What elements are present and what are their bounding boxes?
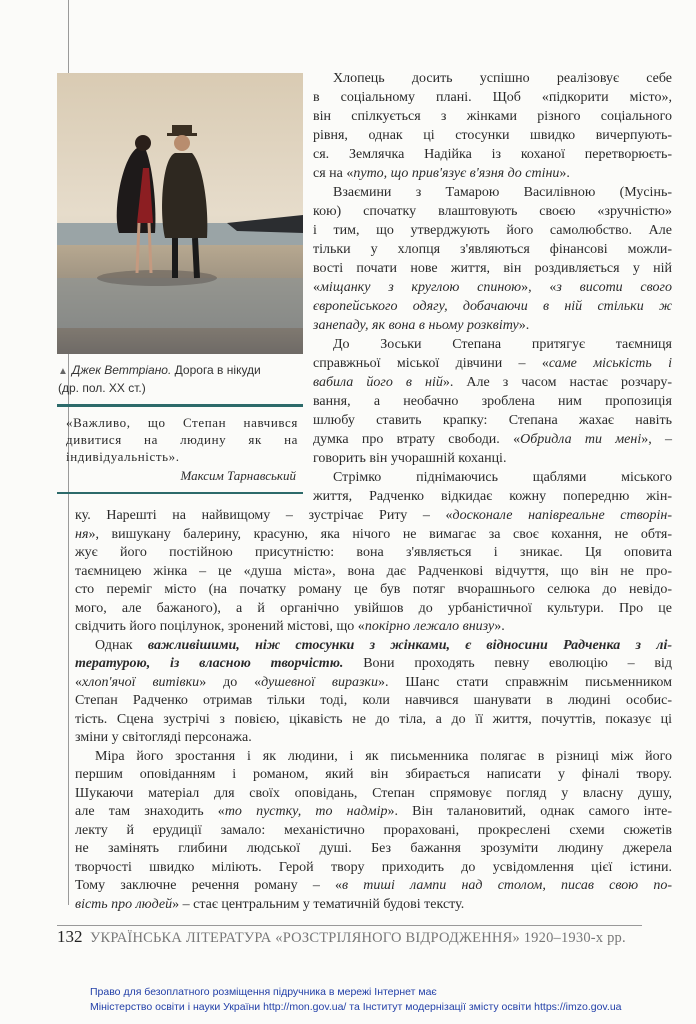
text-line bbox=[75, 674, 672, 693]
sidebar-quote-author: Максим Тарнавський bbox=[180, 468, 296, 483]
emphasis-text: душевної виразки bbox=[261, 674, 378, 690]
text-run: вання, а необачно зроблена ним пропозиція bbox=[313, 394, 672, 409]
text-run: Однак bbox=[95, 637, 148, 653]
text-run: жує його постійною присутністю: вона з'являється і зникає. Ця оповита bbox=[75, 545, 672, 560]
text-run: ». bbox=[518, 318, 530, 333]
text-line bbox=[313, 145, 672, 164]
emphasis-text: важливішими, ніж стосунки з жінками, є відносини Радченка з лі- bbox=[147, 637, 672, 653]
text-line bbox=[313, 240, 672, 259]
emphasis-text: саме міськість і bbox=[548, 356, 672, 371]
text-run: ся. Землячка Надійка із коханої перетворюєть- bbox=[313, 147, 672, 162]
full-width-text bbox=[75, 507, 672, 914]
emphasis-text: європейського одягу, добачаючи в ній стільки ж bbox=[313, 299, 672, 314]
emphasis-text: хлоп'ячої витівки bbox=[82, 674, 200, 690]
emphasis-text: досконале напівреальне створін- bbox=[452, 508, 672, 523]
text-run: говорить він учорашній коханці. bbox=[313, 451, 507, 466]
figure-caption bbox=[58, 362, 308, 396]
text-run: не замінять глибини людської душі. Без бажання зрозуміти людину джерела bbox=[75, 841, 672, 856]
text-run: ». Він талановитий, однак самого інте- bbox=[387, 804, 672, 819]
text-run: тільки у хлопця з'являються фінансові можли- bbox=[313, 242, 672, 257]
text-run: ». bbox=[494, 619, 505, 634]
text-line bbox=[75, 766, 672, 785]
text-run: Взаємини з Тамарою Василівною (Мусінь- bbox=[333, 185, 672, 200]
text-line bbox=[75, 526, 672, 545]
text-run: шлюбу ставить крапку: Степана жахає навіть bbox=[313, 413, 672, 428]
text-line bbox=[75, 803, 672, 822]
emphasis-text: занепаду, як вона в ньому розквіту bbox=[313, 318, 519, 333]
emphasis-text: Обридла ти мені bbox=[520, 432, 642, 447]
rights-line: Право для безоплатного розміщення підручника в мережі Інтернет має bbox=[90, 986, 437, 998]
text-line bbox=[75, 563, 672, 582]
text-run: ся на « bbox=[313, 166, 354, 181]
text-line bbox=[75, 822, 672, 841]
emphasis-text: вабила його в ній bbox=[313, 375, 443, 390]
text-line bbox=[75, 859, 672, 878]
text-line bbox=[313, 259, 672, 278]
text-line bbox=[75, 600, 672, 619]
emphasis-text: ня bbox=[75, 526, 89, 542]
text-line bbox=[313, 468, 672, 487]
text-line bbox=[75, 711, 672, 730]
text-run: Шукаючи матеріал для своїх оповідань, Степан спрямовує погляд у власну душу, bbox=[75, 785, 672, 801]
rights-notice bbox=[90, 985, 622, 1015]
text-run: « bbox=[313, 280, 320, 295]
text-run: в соціальному плані. Щоб «підкорити місто», bbox=[313, 90, 672, 105]
text-run: », – bbox=[641, 432, 673, 447]
text-line bbox=[313, 316, 672, 335]
text-run: кою) спочатку влаштовують своєю «зручністю» bbox=[313, 204, 672, 219]
text-run: і тим, що утверджують його самолюбство. Але bbox=[313, 223, 672, 238]
text-run: ку. Нарешті на найвищому – зустрічає Риту – « bbox=[75, 508, 453, 523]
text-line bbox=[313, 221, 672, 240]
rights-line: Міністерство освіти і науки України http://mon.gov.ua/ та Інститут модернізації змісту освіти https://imzo.gov.ua bbox=[90, 1001, 622, 1013]
text-run: сто переміг місто (на початку роману це був потяг вчорашнього селюка до невідо- bbox=[75, 582, 672, 597]
caption-date: (др. пол. ХХ ст.) bbox=[58, 381, 146, 395]
emphasis-text: з висоти свого bbox=[556, 280, 672, 295]
text-run: думка про втрату свободи. « bbox=[313, 432, 521, 447]
text-line bbox=[313, 430, 672, 449]
text-run: Міра його зростання і як людини, і як письменника полягає в різниці між його bbox=[95, 748, 672, 764]
text-line bbox=[75, 748, 672, 767]
text-line bbox=[75, 692, 672, 711]
text-run: » до « bbox=[199, 674, 262, 690]
text-line bbox=[75, 544, 672, 563]
text-run: тість. Сцена зустрічі з повією, цікавість не до тіла, а до її життя, почуттів, показує ці bbox=[75, 711, 672, 727]
text-run: творчості швидко міліють. Герой твору приходить до усвідомлення цієї істини. bbox=[75, 859, 672, 875]
text-run: зміни у світогляді персонажа. bbox=[75, 730, 252, 745]
emphasis-text: вість про людей bbox=[75, 896, 173, 912]
text-line bbox=[313, 183, 672, 202]
text-line bbox=[313, 487, 672, 506]
text-run: Вони проходять певну еволюцію – від bbox=[343, 656, 673, 671]
text-run: Тому заключне речення роману – « bbox=[75, 878, 343, 893]
text-run: Хлопець досить успішно реалізовує себе bbox=[333, 71, 672, 86]
text-run: ». Але з часом настає розчару- bbox=[442, 375, 672, 390]
triangle-marker-icon: ▲ bbox=[58, 366, 68, 377]
quote-top-rule bbox=[57, 404, 303, 407]
text-line bbox=[313, 202, 672, 221]
text-line bbox=[75, 896, 672, 915]
text-run: Стрімко піднімаючись щаблями міського bbox=[333, 470, 672, 485]
text-line bbox=[75, 877, 672, 896]
text-line bbox=[313, 126, 672, 145]
emphasis-text: в тиші лампи над столом, писав свою по- bbox=[342, 878, 673, 893]
text-run: вості почати нове життя, він роздивляється у ній bbox=[313, 261, 672, 276]
text-run: свідчить його поцілунок, зронений містові, що « bbox=[75, 619, 365, 634]
text-run: життя, Радченко відкидає кожну попередню жін- bbox=[313, 489, 672, 504]
text-line bbox=[75, 507, 672, 526]
text-run: » – стає центральним у тематичній будові тексту. bbox=[172, 896, 465, 912]
text-line bbox=[313, 278, 672, 297]
painting-image bbox=[57, 73, 303, 354]
text-run: він спілкується з жінками різного соціального bbox=[313, 109, 672, 124]
text-line bbox=[313, 335, 672, 354]
quote-bottom-rule bbox=[57, 492, 303, 494]
text-line bbox=[313, 354, 672, 373]
text-line bbox=[313, 449, 672, 468]
text-run: але там знаходить « bbox=[75, 804, 225, 819]
running-head: УКРАЇНСЬКА ЛІТЕРАТУРА «РОЗСТРІЛЯНОГО ВІДРОДЖЕННЯ» 1920–1930-х рр. bbox=[90, 930, 626, 946]
text-line bbox=[75, 618, 672, 637]
text-line bbox=[313, 69, 672, 88]
text-run: справжньої міської дівчини – « bbox=[313, 356, 549, 371]
text-line bbox=[313, 164, 672, 183]
text-line bbox=[313, 392, 672, 411]
footer-rule bbox=[57, 925, 642, 926]
text-run: лекту й ерудиції замало: механістично прораховані, прокреслені схеми сюжетів bbox=[75, 822, 672, 838]
text-line bbox=[75, 785, 672, 804]
text-line bbox=[75, 729, 672, 748]
text-run: Степан Радченко отримав тільки тоді, коли навчився шанувати в людині особис- bbox=[75, 693, 672, 708]
text-line bbox=[75, 637, 672, 656]
emphasis-text: путо, що прив'язує в'язня до стіни bbox=[353, 166, 560, 181]
text-run: рівня, однак ці стосунки швидко вичерпують- bbox=[313, 128, 672, 143]
text-run: « bbox=[75, 674, 82, 690]
emphasis-text: покірно лежало внизу bbox=[364, 619, 495, 634]
text-run: таємницею жінка – це «душа міста», вона дає Радченкові відчуття, що він не про- bbox=[75, 563, 672, 579]
emphasis-text: то пустку, то надмір bbox=[224, 804, 388, 819]
caption-title: Дорога в нікуди bbox=[174, 363, 261, 377]
text-line bbox=[313, 88, 672, 107]
text-run: До Зоськи Степана притягує таємниця bbox=[333, 337, 672, 352]
sidebar-quote-text: «Важливо, що Степан навчився дивитися на людину як на індивідуальність». bbox=[66, 415, 298, 464]
text-run: першим оповіданням і романом, який він збирається написати у фіналі твору. bbox=[75, 767, 672, 782]
text-line bbox=[313, 297, 672, 316]
emphasis-text: тературою, із власною творчістю. bbox=[75, 656, 344, 671]
text-line bbox=[313, 107, 672, 126]
text-line bbox=[75, 655, 672, 674]
text-run: ». bbox=[559, 166, 570, 181]
text-run: ». Шанс стати справжнім письменником bbox=[377, 674, 672, 690]
emphasis-text: міщанку з круглою спиною bbox=[320, 280, 522, 295]
page-number: 132 bbox=[57, 927, 83, 946]
text-line bbox=[75, 840, 672, 859]
caption-author: Джек Веттріано. bbox=[71, 363, 172, 377]
text-line bbox=[313, 411, 672, 430]
text-run: мого, але бажаного), а й органічно увійшов до урбаністичної культури. Про це bbox=[75, 600, 672, 616]
text-line bbox=[313, 373, 672, 392]
text-line bbox=[75, 581, 672, 600]
text-run: », « bbox=[521, 280, 557, 295]
text-run: », вишукану балерину, красуню, яка нічого не вимагає за своє кохання, не обтя- bbox=[88, 526, 672, 542]
right-column-text bbox=[313, 69, 672, 506]
